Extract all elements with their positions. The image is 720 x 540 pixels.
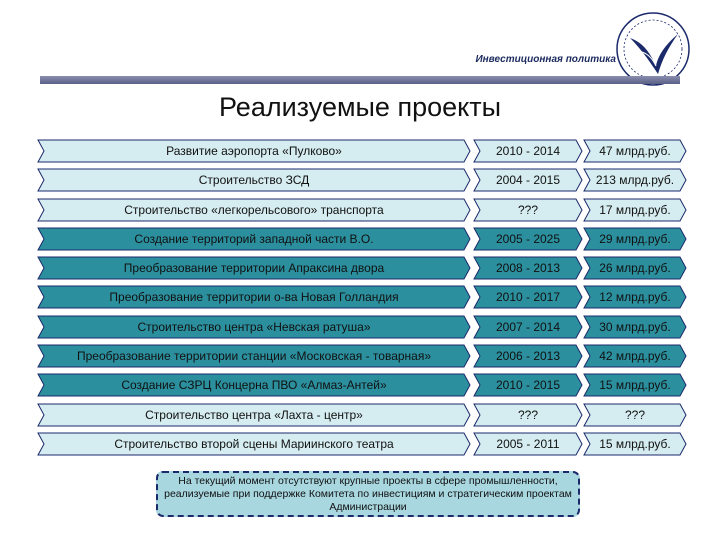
project-name-text: Развитие аэропорта «Пулково»	[166, 144, 342, 158]
project-cost-text: 42 млрд.руб.	[599, 349, 671, 364]
project-cost	[584, 316, 686, 338]
project-years-text: 2010 - 2014	[495, 144, 561, 158]
project-row	[38, 344, 688, 373]
project-row	[38, 373, 688, 402]
project-name	[38, 199, 470, 221]
project-years	[474, 433, 582, 455]
project-row	[38, 168, 688, 197]
project-name	[38, 316, 470, 338]
project-row	[38, 432, 688, 461]
project-row	[38, 315, 688, 344]
project-name-text: Преобразование территории станции «Московская - товарная»	[76, 349, 432, 364]
project-cost-text: ???	[624, 407, 646, 422]
project-cost	[584, 228, 686, 250]
project-years	[474, 404, 582, 426]
project-years-text: 2008 - 2013	[495, 261, 561, 276]
project-name	[38, 286, 470, 308]
page-title: Реализуемые проекты	[218, 92, 502, 122]
project-name-text: Строительство центра «Лахта - центр»	[145, 407, 363, 422]
project-cost	[584, 286, 686, 308]
project-row	[38, 285, 688, 314]
note-box: На текущий момент отсутствуют крупные проекты в сфере промышленности, реализуемые при поддержке Комитета по инвестициям и стратегическим проектам Администрации	[156, 471, 580, 517]
project-years	[474, 316, 582, 338]
project-cost-text: 47 млрд.руб.	[599, 144, 671, 158]
project-years	[474, 140, 582, 162]
project-row	[38, 139, 688, 168]
project-cost	[584, 199, 686, 221]
project-row	[38, 256, 688, 285]
project-cost	[584, 433, 686, 455]
project-years-text: ???	[517, 202, 539, 217]
project-name	[38, 345, 470, 367]
project-years	[474, 199, 582, 221]
project-cost-text: 15 млрд.руб.	[599, 378, 671, 393]
project-cost-text: 15 млрд.руб.	[599, 436, 671, 451]
project-years-text: 2010 - 2015	[495, 378, 561, 393]
project-name	[38, 169, 470, 191]
project-years-text: 2007 - 2014	[495, 319, 561, 334]
project-cost-text: 29 млрд.руб.	[599, 231, 671, 246]
project-years-text: ???	[517, 407, 539, 422]
project-cost	[584, 257, 686, 279]
project-cost-text: 213 млрд.руб.	[595, 173, 675, 188]
project-years	[474, 286, 582, 308]
project-name	[38, 433, 470, 455]
project-name-text: Строительство центра «Невская ратуша»	[137, 319, 371, 334]
project-name	[38, 404, 470, 426]
project-name	[38, 374, 470, 396]
project-years-text: 2004 - 2015	[495, 173, 561, 188]
project-years	[474, 345, 582, 367]
project-cost-text: 17 млрд.руб.	[599, 202, 671, 217]
project-cost	[584, 140, 686, 162]
project-cost	[584, 404, 686, 426]
project-cost-text: 30 млрд.руб.	[599, 319, 671, 334]
project-name	[38, 140, 470, 162]
project-years	[474, 169, 582, 191]
project-name-text: Создание СЗРЦ Концерна ПВО «Алмаз-Антей»	[121, 378, 387, 393]
project-name-text: Строительство ЗСД	[198, 173, 310, 188]
project-row	[38, 403, 688, 432]
project-name-text: Строительство «легкорельсового» транспорта	[124, 202, 384, 217]
project-name-text: Строительство второй сцены Мариинского театра	[114, 436, 394, 451]
project-years-text: 2006 - 2013	[495, 349, 561, 364]
project-name-text: Создание территорий западной части В.О.	[134, 231, 374, 246]
project-row	[38, 198, 688, 227]
project-years-text: 2005 - 2011	[496, 436, 560, 451]
projects-list	[38, 139, 688, 461]
project-name-text: Преобразование территории о-ва Новая Голландия	[109, 290, 399, 305]
project-years	[474, 257, 582, 279]
project-name	[38, 257, 470, 279]
header-divider-bar	[40, 76, 680, 84]
project-years-text: 2005 - 2025	[495, 231, 561, 246]
project-cost	[584, 169, 686, 191]
project-cost	[584, 374, 686, 396]
project-years	[474, 228, 582, 250]
project-name-text: Преобразование территории Апраксина двора	[123, 261, 385, 276]
project-years-text: 2010 - 2017	[495, 290, 561, 305]
project-cost-text: 26 млрд.руб.	[599, 261, 671, 276]
project-row	[38, 227, 688, 256]
project-cost-text: 12 млрд.руб.	[599, 290, 671, 305]
header-label: Инвестиционная политика	[475, 54, 616, 65]
project-cost	[584, 345, 686, 367]
project-years	[474, 374, 582, 396]
project-name	[38, 228, 470, 250]
